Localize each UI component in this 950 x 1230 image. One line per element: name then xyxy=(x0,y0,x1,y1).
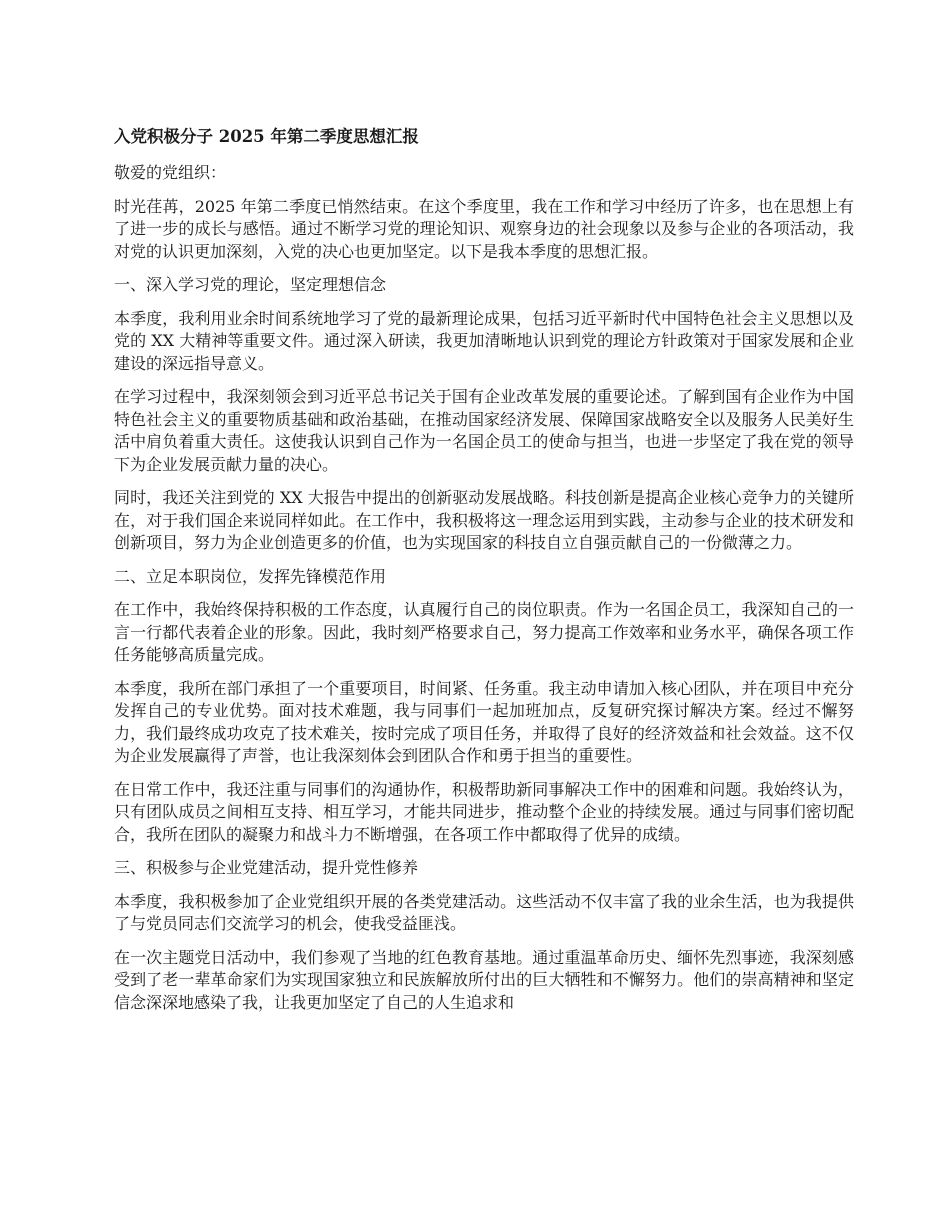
paragraph: 本季度，我所在部门承担了一个重要项目，时间紧、任务重。我主动申请加入核心团队，并在项目中充分发挥自己的专业优势。面对技术难题，我与同事们一起加班加点，反复研究探讨解决方案。经过不懈努力，我们最终成功攻克了技术难关，按时完成了项目任务，并取得了良好的经济效益和社会效益。这不仅为企业发展赢得了声誉，也让我深刻体会到团队合作和勇于担当的重要性。 xyxy=(114,678,854,765)
paragraph: 本季度，我利用业余时间系统地学习了党的最新理论成果，包括习近平新时代中国特色社会主义思想以及党的 XX 大精神等重要文件。通过深入研读，我更加清晰地认识到党的理论方针政策对于国家发展和企业建设的深远指导意义。 xyxy=(114,308,854,373)
salutation: 敬爱的党组织： xyxy=(114,163,227,182)
paragraph: 本季度，我积极参加了企业党组织开展的各类党建活动。这些活动不仅丰富了我的业余生活，也为我提供了与党员同志们交流学习的机会，使我受益匪浅。 xyxy=(114,891,854,933)
intro-paragraph: 时光荏苒，2025 年第二季度已悄然结束。在这个季度里，我在工作和学习中经历了许多，也在思想上有了进一步的成长与感悟。通过不断学习党的理论知识、观察身边的社会现象以及参与企业的各项活动，我对党的认识更加深刻，入党的决心也更加坚定。以下是我本季度的思想汇报。 xyxy=(114,196,854,261)
document-page xyxy=(114,126,854,1025)
section-heading-1: 一、深入学习党的理论，坚定理想信念 xyxy=(114,275,387,294)
paragraph: 同时，我还关注到党的 XX 大报告中提出的创新驱动发展战略。科技创新是提高企业核心竞争力的关键所在，对于我们国企来说同样如此。在工作中，我积极将这一理念运用到实践，主动参与企业的技术研发和创新项目，努力为企业创造更多的价值，也为实现国家的科技自立自强贡献自己的一份微薄之力。 xyxy=(114,488,854,552)
paragraph: 在日常工作中，我还注重与同事们的沟通协作，积极帮助新同事解决工作中的困难和问题。我始终认为，只有团队成员之间相互支持、相互学习，才能共同进步，推动整个企业的持续发展。通过与同事们密切配合，我所在团队的凝聚力和战斗力不断增强，在各项工作中都取得了优异的成绩。 xyxy=(114,779,854,844)
paragraph: 在学习过程中，我深刻领会到习近平总书记关于国有企业改革发展的重要论述。了解到国有企业作为中国特色社会主义的重要物质基础和政治基础，在推动国家经济发展、保障国家战略安全以及服务人民美好生活中肩负着重大责任。这使我认识到自己作为一名国企员工的使命与担当，也进一步坚定了我在党的领导下为企业发展贡献力量的决心。 xyxy=(114,387,854,474)
paragraph: 在一次主题党日活动中，我们参观了当地的红色教育基地。通过重温革命历史、缅怀先烈事迹，我深刻感受到了老一辈革命家们为实现国家独立和民族解放所付出的巨大牺牲和不懈努力。他们的崇高精神和坚定信念深深地感染了我，让我更加坚定了自己的人生追求和 xyxy=(114,947,854,1012)
section-heading-3: 三、积极参与企业党建活动，提升党性修养 xyxy=(114,858,419,877)
paragraph: 在工作中，我始终保持积极的工作态度，认真履行自己的岗位职责。作为一名国企员工，我深知自己的一言一行都代表着企业的形象。因此，我时刻严格要求自己，努力提高工作效率和业务水平，确保各项工作任务能够高质量完成。 xyxy=(114,600,854,664)
section-heading-2: 二、立足本职岗位，发挥先锋模范作用 xyxy=(114,566,387,586)
document-title: 入党积极分子 2025 年第二季度思想汇报 xyxy=(114,127,419,146)
